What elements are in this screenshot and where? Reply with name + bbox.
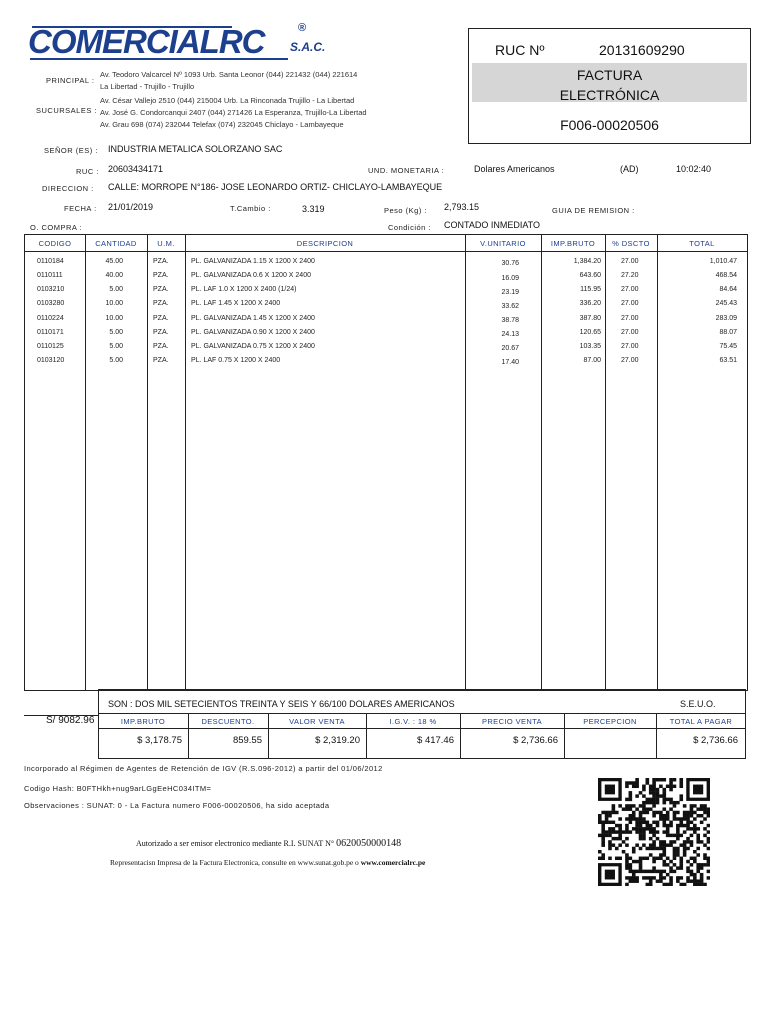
col-divider [147,235,148,690]
cell-codigo: 0110111 [37,272,63,279]
cell-um: PZA. [153,329,169,336]
cell-dscto: 27.00 [621,343,639,350]
condicion-value: CONTADO INMEDIATO [444,220,541,230]
cell-dscto: 27.00 [621,315,639,322]
seuo-note: S.E.U.O. [680,699,716,709]
label-total-a-pagar: TOTAL A PAGAR [669,717,733,726]
direccion-label: DIRECCION : [42,184,94,193]
cell-vunitario: 33.62 [501,303,519,310]
col-header-vunitario: V.UNITARIO [480,239,526,248]
observaciones: Observaciones : SUNAT: 0 - La Factura numero F006-00020506, ha sido aceptada [24,801,330,810]
autorizado-text: Autorizado a ser emisor electronico mediante R.I. SUNAT N° [136,839,335,848]
cell-total: 63.51 [719,357,737,364]
condicion-label: Condición : [388,223,432,232]
cell-cantidad: 10.00 [105,300,123,307]
sucursal-address-1: Av. César Vallejo 2510 (044) 215004 Urb. La Rinconada Trujillo - La Libertad [100,96,355,105]
representacion-text: Representacisn Impresa de la Factura Electronica, consulte en www.sunat.gob.pe o [110,858,359,867]
cell-dscto: 27.00 [621,329,639,336]
tcambio-label: T.Cambio : [230,204,271,213]
totals-values-top [98,713,746,714]
cell-vunitario: 24.13 [501,331,519,338]
cell-codigo: 0110184 [37,258,64,265]
col-header-impbruto: IMP.BRUTO [550,239,596,248]
cell-vunitario: 23.19 [501,289,519,296]
col-header-codigo: CODIGO [38,239,72,248]
cell-cantidad: 5.00 [109,329,123,336]
value-valor-venta: $ 2,319.20 [315,735,360,746]
cell-cantidad: 40.00 [105,272,123,279]
label-imp-bruto: IMP.BRUTO [120,717,166,726]
customer-ruc: 20603434171 [108,164,164,174]
doc-number: F006-00020506 [560,117,659,133]
cell-vunitario: 17.40 [501,359,519,366]
cell-descripcion: PL. GALVANIZADA 0.75 X 1200 X 2400 [191,343,315,350]
cell-total: 75.45 [719,343,737,350]
qr-code-graphic [598,778,710,886]
company-website: www.comercialrc.pe [360,858,426,867]
cell-descripcion: PL. LAF 0.75 X 1200 X 2400 [191,357,281,364]
hash-code: Codigo Hash: B0FTHkh+nug9arLGgEeHC034ITM= [24,784,212,793]
doc-type-line2: ELECTRÓNICA [559,87,660,103]
logo-suffix: S.A.C. [290,40,326,54]
cell-dscto: 27.00 [621,258,639,265]
totals-label-underline [98,728,746,729]
cell-impbruto: 387.80 [579,315,601,322]
cell-descripcion: PL. GALVANIZADA 0.90 X 1200 X 2400 [191,329,315,336]
cell-um: PZA. [153,258,169,265]
autorizado-number: 0620050000148 [336,838,402,849]
totals-bottom-border [98,758,746,759]
peso-value: 2,793.15 [444,202,480,212]
ruc-label: RUC Nº [495,42,545,58]
value-precio-venta: $ 2,736.66 [513,735,558,746]
cell-cantidad: 5.00 [109,286,123,293]
representacion-line [110,858,425,867]
col-header-um: U.M. [157,239,175,248]
cell-um: PZA. [153,343,169,350]
issue-time: 10:02:40 [676,164,712,174]
cell-um: PZA. [153,357,169,364]
cell-descripcion: PL. GALVANIZADA 1.45 X 1200 X 2400 [191,315,315,322]
customer-address: CALLE: MORROPE N°186- JOSE LEONARDO ORTIZ- CHICLAYO-LAMBAYEQUE [108,182,443,192]
cell-impbruto: 336.20 [579,300,601,307]
doc-type-line1: FACTURA [576,67,643,83]
cell-um: PZA. [153,300,169,307]
cell-total: 1,010.47 [709,258,737,265]
value-total-a-pagar: $ 2,736.66 [693,735,738,746]
sucursal-address-3: Av. Grau 698 (074) 232044 Telefax (074) 232045 Chiclayo - Lambayeque [100,120,344,129]
cell-impbruto: 103.35 [579,343,601,350]
cell-descripcion: PL. GALVANIZADA 0.6 X 1200 X 2400 [191,272,311,279]
cell-vunitario: 38.78 [501,317,519,324]
cell-dscto: 27.00 [621,286,639,293]
currency-label: UND. MONETARIA : [368,166,445,175]
cell-cantidad: 5.00 [109,357,123,364]
company-logo [28,22,346,66]
soles-total: S/ 9082.96 [46,715,95,726]
cell-um: PZA. [153,272,169,279]
cell-impbruto: 643.60 [579,272,601,279]
peso-label: Peso (Kg) : [384,206,428,215]
guia-label: GUIA DE REMISION : [552,206,635,215]
cell-codigo: 0103120 [37,357,65,364]
label-percepcion: PERCEPCION [583,717,637,726]
cell-vunitario: 30.76 [501,260,519,267]
cell-impbruto: 87.00 [583,357,601,364]
sucursales-label: SUCURSALES : [36,106,98,115]
totals-section [24,689,746,759]
cell-dscto: 27.20 [621,272,639,279]
qr-code [598,778,710,886]
cell-descripcion: PL. LAF 1.45 X 1200 X 2400 [191,300,281,307]
autorizado-line [136,838,401,849]
cell-codigo: 0103210 [37,286,65,293]
retencion-note: Incorporado al Régimen de Agentes de Retención de IGV (R.S.096-2012) a partir del 01/06/2012 [24,764,383,773]
cell-descripcion: PL. LAF 1.0 X 1200 X 2400 (1/24) [191,286,297,293]
col-divider [185,235,186,690]
col-header-dscto: % DSCTO [612,239,650,248]
cell-um: PZA. [153,315,169,322]
logo-text: COMERCIALRC [28,23,265,60]
cell-codigo: 0110171 [37,329,64,336]
totals-top-border [98,689,746,690]
cell-vunitario: 16.09 [501,275,519,282]
cell-impbruto: 1,384.20 [573,258,601,265]
cell-total: 84.64 [719,286,737,293]
cell-dscto: 27.00 [621,300,639,307]
tcambio-value: 3.319 [302,204,325,214]
cell-cantidad: 45.00 [105,258,123,265]
cell-impbruto: 120.65 [579,329,601,336]
cell-cantidad: 5.00 [109,343,123,350]
fecha-label: FECHA : [64,204,97,213]
issue-date: 21/01/2019 [108,202,154,212]
principal-address-2: La Libertad - Trujillo - Trujillo [100,82,195,91]
col-header-descripcion: DESCRIPCION [296,239,354,248]
header-divider [25,251,747,252]
ruc-number: 20131609290 [599,42,685,58]
cell-total: 468.54 [715,272,737,279]
cell-descripcion: PL. GALVANIZADA 1.15 X 1200 X 2400 [191,258,315,265]
label-igv: I.G.V. : 18 % [389,717,437,726]
principal-label: PRINCIPAL : [46,76,95,85]
customer-ruc-label: RUC : [76,167,99,176]
currency-value: Dolares Americanos [474,164,555,174]
cell-total: 88.07 [719,329,737,336]
customer-name: INDUSTRIA METALICA SOLORZANO SAC [108,144,283,154]
cell-cantidad: 10.00 [105,315,123,322]
logo-registered-mark: ® [298,22,307,34]
label-descuento: DESCUENTO. [201,717,255,726]
cell-dscto: 27.00 [621,357,639,364]
cell-um: PZA. [153,286,169,293]
col-divider [605,235,606,690]
senor-label: SEÑOR (ES) : [44,146,98,155]
cell-vunitario: 20.67 [501,345,519,352]
label-precio-venta: PRECIO VENTA [481,717,543,726]
currency-code: (AD) [620,164,639,174]
ocompra-label: O. COMPRA : [30,223,83,232]
cell-codigo: 0103280 [37,300,65,307]
sucursal-address-2: Av. José G. Condorcanqui 2407 (044) 271426 La Esperanza, Trujillo-La Libertad [100,108,367,117]
cell-total: 283.09 [715,315,737,322]
cell-codigo: 0110224 [37,315,64,322]
value-descuento: 859.55 [232,735,262,746]
value-imp-bruto: $ 3,178.75 [137,735,182,746]
col-header-total: TOTAL [689,239,715,248]
cell-total: 245.43 [715,300,737,307]
principal-address-1: Av. Teodoro Valcarcel Nº 1093 Urb. Santa Leonor (044) 221432 (044) 221614 [100,70,358,79]
amount-in-words: SON : DOS MIL SETECIENTOS TREINTA Y SEIS Y 66/100 DOLARES AMERICANOS [108,699,455,709]
cell-codigo: 0110125 [37,343,64,350]
value-igv: $ 417.46 [417,735,454,746]
cell-impbruto: 115.95 [580,286,601,293]
label-valor-venta: VALOR VENTA [289,717,345,726]
ruc-box [468,28,751,144]
items-table [24,234,748,691]
col-header-cantidad: CANTIDAD [95,239,137,248]
